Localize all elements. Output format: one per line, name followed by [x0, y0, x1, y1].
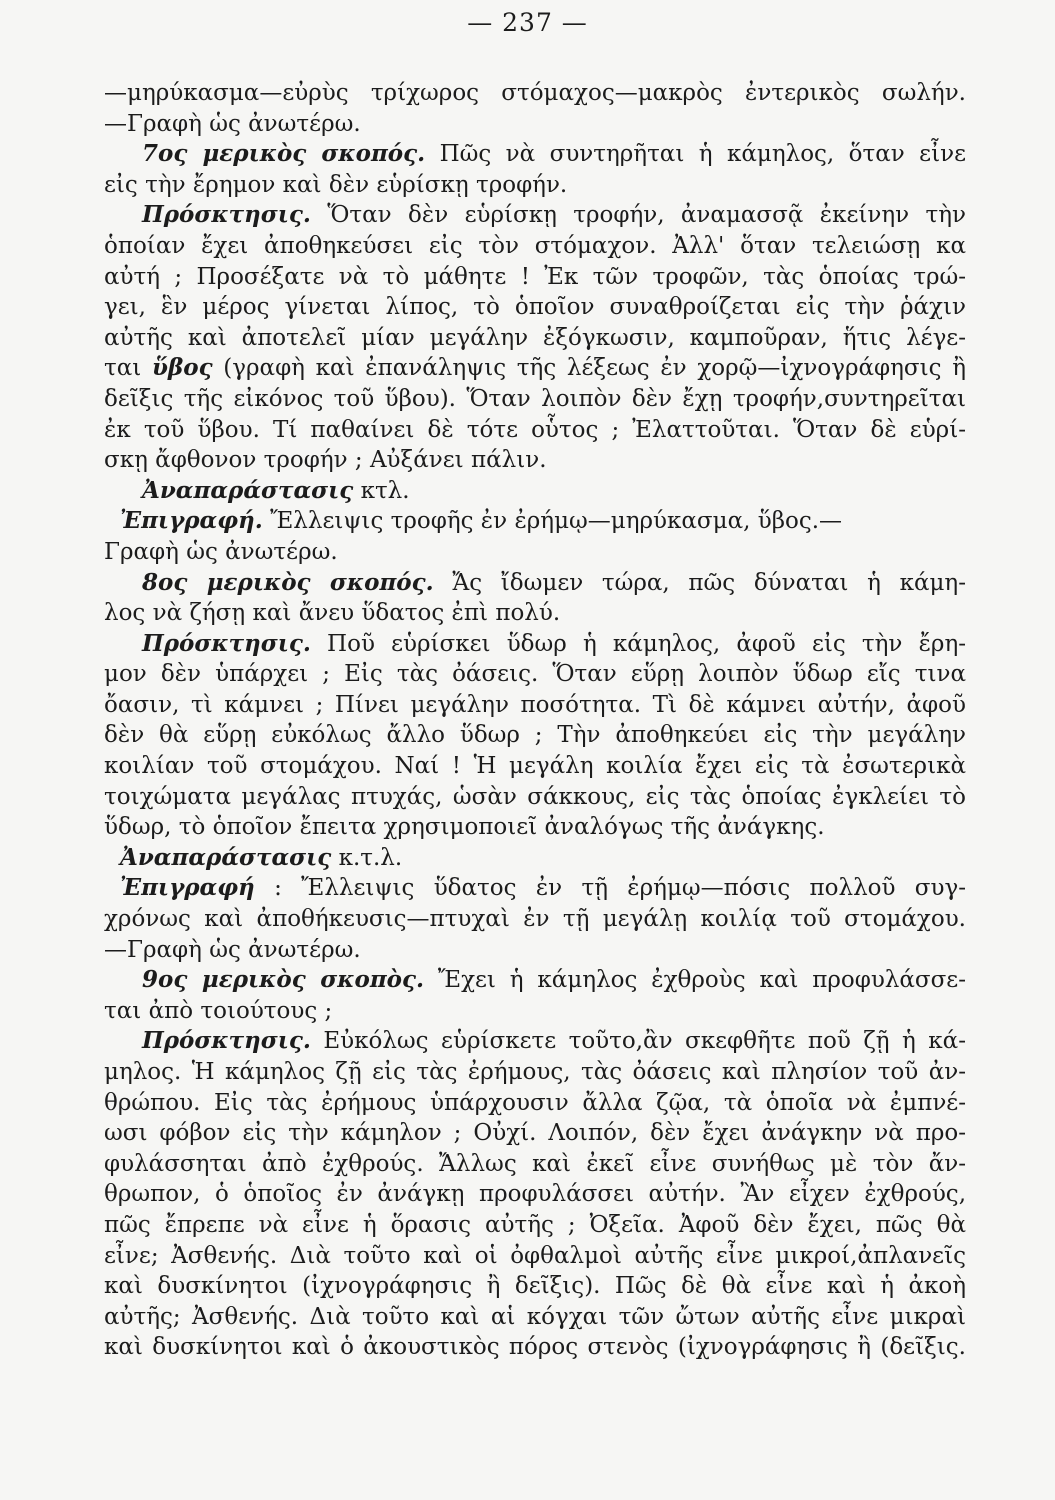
text-line: ὄασιν, τὶ κάμνει ; Πίνει μεγάλην ποσότητα. Τὶ δὲ κάμνει αὐτήν, ἀφοῦ: [104, 691, 966, 718]
section-heading: Ἀναπαράστασις: [120, 843, 332, 871]
text-line: χρόνως καὶ ἀποθήκευσις—πτυχαὶ ἐν τῇ μεγάλῃ κοιλίᾳ τοῦ στομάχου.: [104, 906, 966, 933]
text-line: 7ος μερικὸς σκοπός. Πῶς νὰ συντηρῆται ἡ κάμηλος, ὅταν εἶνε: [142, 140, 966, 168]
text-line: Γραφὴ ὡς ἀνωτέρω.: [104, 538, 338, 565]
text-line: καὶ δυσκίνητοι καὶ ὁ ἀκουστικὸς πόρος στενὸς (ἰχνογράφησις ἢ (δεῖξις.: [104, 1334, 966, 1361]
text-line: δὲν θὰ εὕρῃ εὐκόλως ἄλλο ὕδωρ ; Τὴν ἀποθηκεύει εἰς τὴν μεγάλην: [104, 722, 966, 749]
text-line: ἐκ τοῦ ὕβου. Τί παθαίνει δὲ τότε οὗτος ; Ἐλαττοῦται. Ὅταν δὲ εὑρί-: [104, 416, 966, 443]
text-line: δεῖξις τῆς εἰκόνος τοῦ ὕβου). Ὅταν λοιπὸν δὲν ἔχῃ τροφήν,συντηρεῖται: [104, 385, 966, 412]
term-highlight: ὕβος: [152, 354, 213, 382]
text-line: Πρόσκτησις. Ποῦ εὑρίσκει ὕδωρ ἡ κάμηλος, ἀφοῦ εἰς τὴν ἔρη-: [142, 629, 966, 657]
text-line: θρωπον, ὁ ὁποῖος ἐν ἀνάγκῃ προφυλάσσει αὐτήν. Ἂν εἶχεν ἐχθρούς,: [104, 1181, 966, 1208]
section-heading: Ἐπιγραφή.: [120, 507, 263, 535]
section-heading: 8ος μερικὸς σκοπός.: [142, 568, 434, 596]
text-line: αὐτή ; Προσέξατε νὰ τὸ μάθητε ! Ἐκ τῶν τροφῶν, τὰς ὁποίας τρώ-: [104, 263, 966, 290]
text-line: θρώπου. Εἰς τὰς ἐρήμους ὑπάρχουσιν ἄλλα ζῷα, τὰ ὁποῖα νὰ ἐμπνέ-: [104, 1089, 966, 1116]
text-line: κοιλίαν τοῦ στομάχου. Ναί ! Ἡ μεγάλη κοιλία ἔχει εἰς τὰ ἐσωτερικὰ: [104, 753, 966, 780]
text-line: —μηρύκασμα—εὐρὺς τρίχωρος στόμαχος—μακρὸς ἐντερικὸς σωλήν.: [104, 80, 966, 106]
text-line: ται ἀπὸ τοιούτους ;: [104, 997, 333, 1024]
section-heading: Πρόσκτησις.: [142, 1027, 311, 1055]
text-line: —Γραφὴ ὡς ἀνωτέρω.: [104, 936, 361, 963]
text-line: Ἐπιγραφή : Ἔλλειψις ὕδατος ἐν τῇ ἐρήμῳ—πόσις πολλοῦ συγ-: [120, 874, 966, 902]
section-heading: 9ος μερικὸς σκοπὸς.: [142, 966, 425, 994]
text-line: καὶ δυσκίνητοι (ἰχνογράφησις ἢ δεῖξις). Πῶς δὲ θὰ εἶνε καὶ ἡ ἀκοὴ: [104, 1273, 966, 1300]
section-heading: Πρόσκτησις.: [142, 629, 311, 657]
text-line: Πρόσκτησις. Εὐκόλως εὑρίσκετε τοῦτο,ἂν σκεφθῆτε ποῦ ζῇ ἡ κά-: [142, 1027, 966, 1055]
text-line: μηλος. Ἡ κάμηλος ζῇ εἰς τὰς ἐρήμους, τὰς ὀάσεις καὶ πλησίον τοῦ ἀν-: [104, 1059, 966, 1085]
text-line: λος νὰ ζήσῃ καὶ ἄνευ ὕδατος ἐπὶ πολύ.: [104, 600, 561, 627]
text-line: 8ος μερικὸς σκοπός. Ἄς ἴδωμεν τώρα, πῶς δύναται ἡ κάμη-: [142, 568, 966, 596]
text-line: αὐτῆς; Ἀσθενής. Διὰ τοῦτο καὶ αἱ κόγχαι τῶν ὤτων αὐτῆς εἶνε μικραὶ: [104, 1303, 966, 1330]
text-line: ὁποίαν ἔχει ἀποθηκεύσει εἰς τὸν στόμαχον. Ἀλλ' ὅταν τελειώσῃ κα: [104, 232, 966, 259]
text-line: μον δὲν ὑπάρχει ; Εἰς τὰς ὀάσεις. Ὅταν εὕρῃ λοιπὸν ὕδωρ εἴς τινα: [104, 661, 966, 688]
text-line: εἰς τὴν ἔρημον καὶ δὲν εὑρίσκῃ τροφήν.: [104, 171, 568, 198]
section-heading: Ἐπιγραφή: [120, 874, 255, 902]
text-line: Ἀναπαράστασις κ.τ.λ.: [120, 843, 403, 871]
section-heading: 7ος μερικὸς σκοπός.: [142, 140, 426, 168]
text-line: Πρόσκτησις. Ὅταν δὲν εὑρίσκῃ τροφήν, ἀναμασσᾷ ἐκείνην τὴν: [142, 201, 966, 229]
text-line: Ἀναπαράστασις κτλ.: [142, 476, 410, 504]
page-number: — 237 —: [467, 8, 588, 37]
text-line: Ἐπιγραφή. Ἔλλειψις τροφῆς ἐν ἐρήμῳ—μηρύκασμα, ὕβος.—: [120, 507, 843, 535]
body-text: [104, 78, 966, 1363]
section-heading: Ἀναπαράστασις: [142, 476, 354, 504]
text-line: εἶνε; Ἀσθενής. Διὰ τοῦτο καὶ οἱ ὀφθαλμοὶ αὐτῆς εἶνε μικροί,ἀπλανεῖς: [104, 1242, 966, 1269]
text-line: —Γραφὴ ὡς ἀνωτέρω.: [104, 110, 361, 137]
section-heading: Πρόσκτησις.: [142, 201, 311, 229]
text-line: 9ος μερικὸς σκοπὸς. Ἔχει ἡ κάμηλος ἐχθροὺς καὶ προφυλάσσε-: [142, 966, 966, 994]
text-line: ται ὕβος (γραφὴ καὶ ἐπανάληψις τῆς λέξεως ἐν χορῷ—ἰχνογράφησις ἢ: [104, 354, 966, 382]
text-line: αὐτῆς καὶ ἀποτελεῖ μίαν μεγάλην ἐξόγκωσιν, καμποῦραν, ἥτις λέγε-: [104, 324, 966, 351]
text-line: ωσι φόβον εἰς τὴν κάμηλον ; Οὐχί. Λοιπόν, δὲν ἔχει ἀνάγκην νὰ προ-: [104, 1120, 966, 1147]
text-line: σκῃ ἄφθονον τροφήν ; Αὐξάνει πάλιν.: [104, 447, 547, 474]
text-line: τοιχώματα μεγάλας πτυχάς, ὡσὰν σάκκους, εἰς τὰς ὁποίας ἐγκλείει τὸ: [104, 783, 966, 810]
text-line: ὕδωρ, τὸ ὁποῖον ἔπειτα χρησιμοποιεῖ ἀναλόγως τῆς ἀνάγκης.: [104, 814, 825, 841]
text-line: πῶς ἔπρεπε νὰ εἶνε ἡ ὅρασις αὐτῆς ; Ὀξεῖα. Ἀφοῦ δὲν ἔχει, πῶς θὰ: [104, 1211, 966, 1238]
text-line: φυλάσσηται ἀπὸ ἐχθρούς. Ἄλλως καὶ ἐκεῖ εἶνε συνήθως μὲ τὸν ἄν-: [104, 1150, 966, 1177]
text-line: γει, ἓν μέρος γίνεται λίπος, τὸ ὁποῖον συναθροίζεται εἰς τὴν ῥάχιν: [104, 294, 966, 321]
